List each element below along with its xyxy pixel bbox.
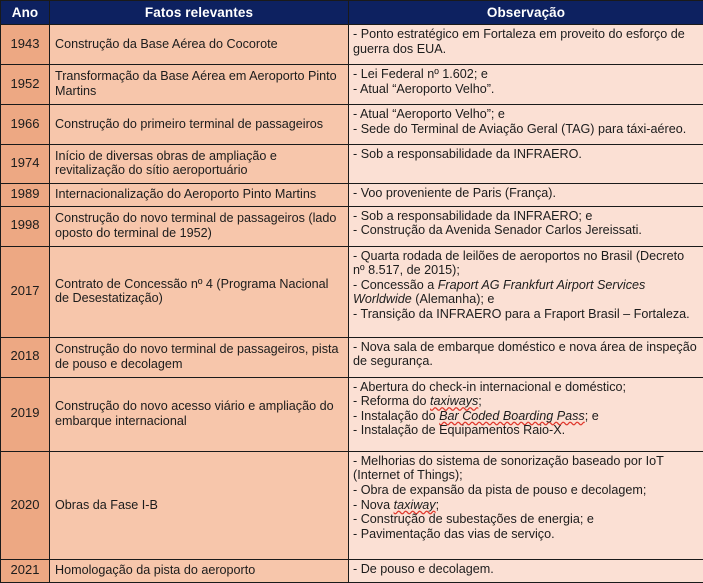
- cell-fatos-relevantes: Internacionalização do Aeroporto Pinto Martins: [50, 183, 349, 206]
- cell-observacao: [349, 64, 703, 104]
- observation-line: - Atual “Aeroporto Velho”; e: [353, 106, 505, 121]
- observation-line: - Sede do Terminal de Aviação Geral (TAG) para táxi-aéreo.: [353, 121, 687, 136]
- observation-line: - Obra de expansão da pista de pouso e decolagem;: [353, 482, 647, 497]
- table-row: [1, 451, 703, 559]
- cell-fatos-relevantes: Homologação da pista do aeroporto: [50, 560, 349, 583]
- cell-ano: 2021: [1, 560, 50, 583]
- table-body: [1, 25, 703, 583]
- table-row: [1, 25, 703, 65]
- cell-ano: 1998: [1, 206, 50, 246]
- table-row: [1, 104, 703, 144]
- table-row: [1, 246, 703, 337]
- observation-line: - Voo proveniente de Paris (França).: [353, 185, 557, 200]
- table-row: [1, 206, 703, 246]
- cell-ano: 1966: [1, 104, 50, 144]
- spellcheck-phrase: taxiway: [393, 497, 436, 512]
- table-row: [1, 337, 703, 377]
- observation-line: - Abertura do check-in internacional e doméstico;: [353, 379, 627, 394]
- observation-line: - Instalação do Bar Coded Boarding Pass; e: [353, 408, 599, 423]
- cell-observacao: [349, 246, 703, 337]
- table-row: [1, 64, 703, 104]
- column-header-observacao: Observação: [349, 1, 703, 25]
- cell-ano: 1952: [1, 64, 50, 104]
- spellcheck-phrase: taxiways: [430, 394, 479, 409]
- cell-observacao: [349, 337, 703, 377]
- observation-line: - Sob a responsabilidade da INFRAERO; e: [353, 208, 593, 223]
- cell-fatos-relevantes: Construção da Base Aérea do Cocorote: [50, 25, 349, 65]
- cell-fatos-relevantes: Contrato de Concessão nº 4 (Programa Nacional de Desestatização): [50, 246, 349, 337]
- observation-line: - De pouso e decolagem.: [353, 562, 494, 577]
- cell-fatos-relevantes: Obras da Fase I-B: [50, 451, 349, 559]
- cell-fatos-relevantes: Construção do novo acesso viário e ampliação do embarque internacional: [50, 377, 349, 451]
- table-header: [1, 1, 703, 25]
- cell-fatos-relevantes: Construção do primeiro terminal de passageiros: [50, 104, 349, 144]
- cell-ano: 1943: [1, 25, 50, 65]
- cell-fatos-relevantes: Transformação da Base Aérea em Aeroporto Pinto Martins: [50, 64, 349, 104]
- observation-line: - Construção de subestações de energia; e: [353, 512, 594, 527]
- observation-line: - Pavimentação das vias de serviço.: [353, 526, 555, 541]
- observation-line: - Concessão a Fraport AG Frankfurt Airport Services Worldwide (Alemanha); e: [353, 277, 646, 307]
- observation-line: - Melhorias do sistema de sonorização baseado por IoT (Internet of Things);: [353, 453, 664, 483]
- table-row: [1, 183, 703, 206]
- cell-observacao: [349, 144, 703, 183]
- column-header-ano: Ano: [1, 1, 50, 25]
- observation-line: - Lei Federal nº 1.602; e: [353, 66, 488, 81]
- observation-line: - Ponto estratégico em Fortaleza em proveito do esforço de guerra dos EUA.: [353, 27, 685, 56]
- observation-line: - Quarta rodada de leilões de aeroportos no Brasil (Decreto nº 8.517, de 2015);: [353, 248, 685, 278]
- table-row: [1, 377, 703, 451]
- cell-fatos-relevantes: Construção do novo terminal de passageiros (lado oposto do terminal de 1952): [50, 206, 349, 246]
- observation-line: - Sob a responsabilidade da INFRAERO.: [353, 146, 582, 161]
- cell-ano: 2020: [1, 451, 50, 559]
- cell-fatos-relevantes: Construção do novo terminal de passageiros, pista de pouso e decolagem: [50, 337, 349, 377]
- table-row: [1, 144, 703, 183]
- cell-observacao: [349, 377, 703, 451]
- cell-fatos-relevantes: Início de diversas obras de ampliação e revitalização do sítio aeroportuário: [50, 144, 349, 183]
- cell-observacao: [349, 560, 703, 583]
- cell-observacao: [349, 206, 703, 246]
- cell-ano: 1989: [1, 183, 50, 206]
- italic-phrase: Fraport AG Frankfurt Airport Services Worldwide: [353, 277, 646, 307]
- observation-line: - Reforma do taxiways;: [353, 394, 482, 409]
- observation-line: - Nova taxiway;: [353, 497, 440, 512]
- observation-line: - Instalação de Equipamentos Raio-X.: [353, 423, 566, 438]
- cell-observacao: [349, 104, 703, 144]
- observation-line: - Atual “Aeroporto Velho”.: [353, 81, 495, 96]
- cell-observacao: [349, 183, 703, 206]
- cell-ano: 2019: [1, 377, 50, 451]
- cell-ano: 2018: [1, 337, 50, 377]
- cell-observacao: [349, 451, 703, 559]
- observation-line: - Transição da INFRAERO para a Fraport Brasil – Fortaleza.: [353, 306, 690, 321]
- cell-observacao: [349, 25, 703, 65]
- cell-ano: 1974: [1, 144, 50, 183]
- column-header-fatos-relevantes: Fatos relevantes: [50, 1, 349, 25]
- observation-line: - Construção da Avenida Senador Carlos Jereissati.: [353, 223, 642, 238]
- spellcheck-phrase: Bar Coded Boarding Pass: [439, 408, 585, 423]
- cell-ano: 2017: [1, 246, 50, 337]
- table-row: [1, 560, 703, 583]
- header-row: [1, 1, 703, 25]
- observation-line: - Nova sala de embarque doméstico e nova área de inspeção de segurança.: [353, 339, 697, 369]
